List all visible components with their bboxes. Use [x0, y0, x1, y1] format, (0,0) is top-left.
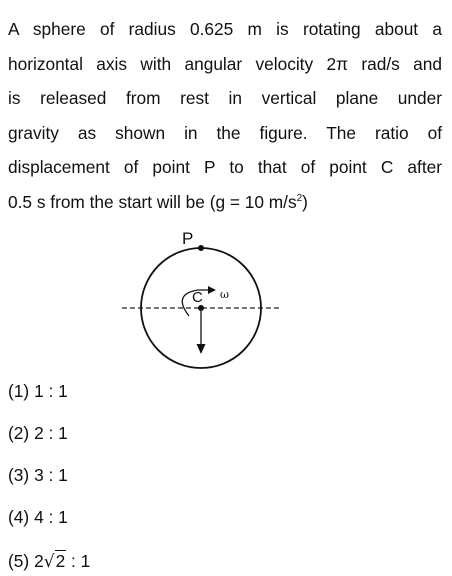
option-text: 3 : 1: [34, 465, 68, 485]
question-line: horizontal axis with angular velocity 2π rad/s and: [8, 53, 442, 74]
gravity-arrowhead: [197, 344, 206, 354]
question-line6-text: 0.5 s from the start will be (g = 10 m/s: [8, 191, 297, 212]
label-P: P: [182, 229, 194, 248]
option-text: 4 : 1: [34, 507, 68, 527]
option-number: (5): [8, 551, 30, 571]
radicand: 2: [55, 551, 66, 571]
question-line: gravity as shown in the figure. The ratio of: [8, 122, 442, 143]
point-P-dot: [198, 245, 204, 251]
option-number: (1): [8, 381, 30, 401]
sphere-diagram: [108, 224, 298, 384]
exponent: 2: [296, 192, 303, 204]
square-root: [44, 551, 66, 572]
question-text: [8, 12, 442, 219]
label-omega: ω: [220, 288, 229, 301]
option-number: (3): [8, 465, 30, 485]
question-line-last: [8, 185, 442, 220]
closing-paren: ): [302, 191, 308, 212]
rotation-arrowhead: [208, 286, 216, 294]
option-coefficient: 2: [34, 551, 44, 571]
question-line: displacement of point P to that of point C after: [8, 157, 442, 177]
option-2[interactable]: [8, 423, 68, 444]
option-number: (2): [8, 423, 30, 443]
option-text-rest: : 1: [71, 551, 91, 571]
sphere-figure: [108, 224, 298, 384]
label-C: C: [192, 289, 203, 306]
question-line: A sphere of radius 0.625 m is rotating about a: [8, 19, 442, 39]
option-3[interactable]: [8, 465, 68, 486]
option-5[interactable]: [8, 551, 90, 572]
radical-sign: √: [43, 552, 55, 572]
option-number: (4): [8, 507, 30, 527]
question-line: is released from rest in vertical plane under: [8, 88, 442, 108]
option-text: 2 : 1: [34, 423, 68, 443]
option-4[interactable]: [8, 507, 68, 528]
option-text: 1 : 1: [34, 381, 68, 401]
option-1[interactable]: [8, 381, 68, 402]
